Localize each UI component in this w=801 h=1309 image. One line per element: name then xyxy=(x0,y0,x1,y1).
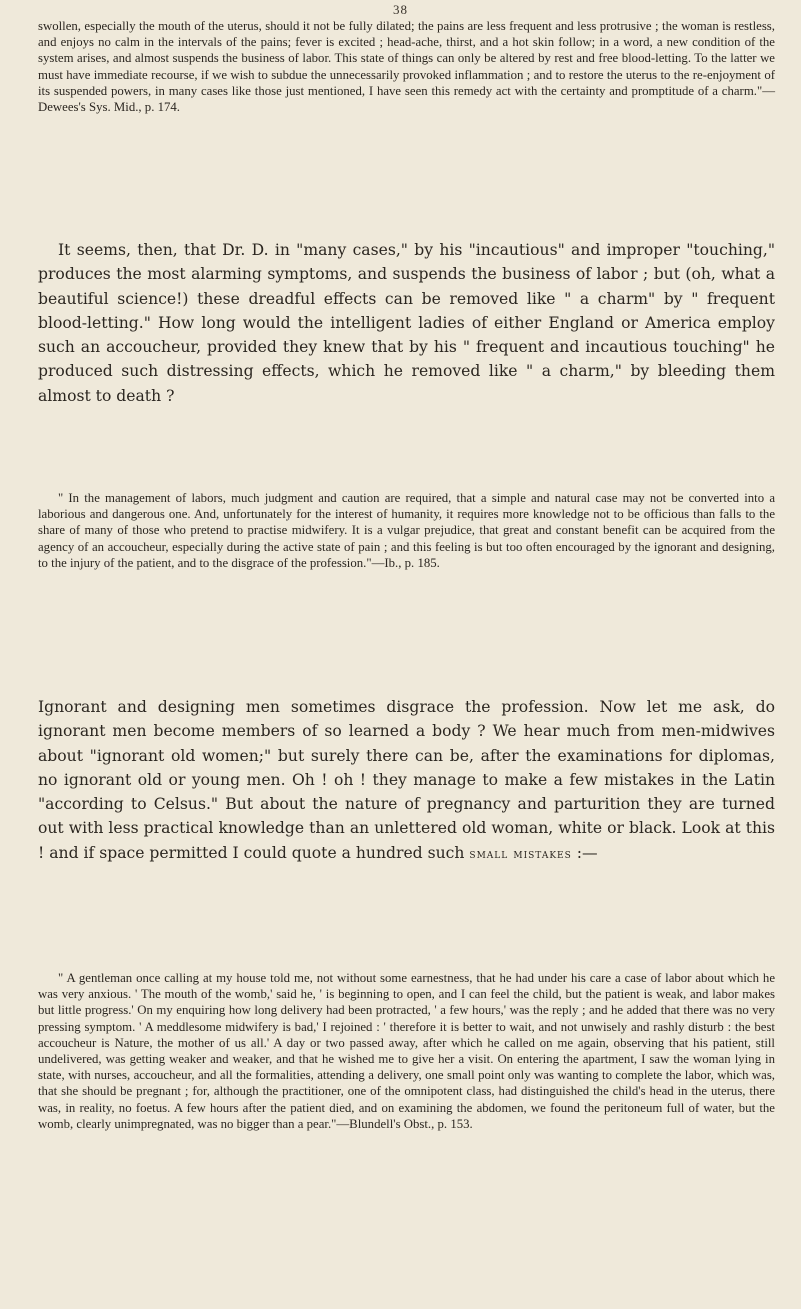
small-mistakes-label: small mistakes xyxy=(469,846,572,862)
quote-blundell: " A gentleman once calling at my house told me, not without some earnestness, that he had under his care a case of labor about which he was very anxious. ' The mouth of the womb,' said he, ' is beginning to open, and I can feel the child, but the patient is weak, and labor makes but little progress.' On my enquiring how long delivery had been protracted, ' a few hours,' was the reply ; and he added that there was no very pressing symptom. ' A meddlesome midwifery is bad,' I rejoined : ' therefore it is better to wait, and not unwisely and rashly disturb : the best accoucheur is Nature, the mother of us all.' A day or two passed away, after which he called on me again, observing that his patient, still undelivered, was getting weaker and weaker, and that he wished me to give her a visit. On entering the apartment, I saw the woman lying in state, with nurses, accoucheur, and all the formalities, attending a delivery, one small point only was wanting to complete the labor, which was, that she should be pregnant ; for, although the practitioner, one of the omnipotent class, had distinguished the child's head in the uterus, there was, in reality, no foetus. A few hours after the patient died, and on examining the abdomen, we found the peritoneum full of water, but the womb, clearly unimpregnated, was no bigger than a pear."—Blundell's Obst., p. 153. xyxy=(38,971,775,1131)
quote-dewees-174: swollen, especially the mouth of the uterus, should it not be fully dilated; the pains are less frequent and less protrusive ; the woman is restless, and enjoys no calm in the intervals of the pains; fever is excited ; head-ache, thirst, and a hot skin follow; in a word, a new condition of the system arises, and almost suspends the business of labor. This state of things can only be altered by rest and free blood-letting. To the latter we must have immediate recourse, if we wish to subdue the unnecessarily provoked inflammation ; and to restore the uterus to the re-enjoyment of its suspended powers, in many cases like those just mentioned, I have seen this remedy act with the certainty and promptitude of a charm."—Dewees's Sys. Mid., p. 174. xyxy=(38,19,775,115)
paragraph-ignorant-men-tail: :— xyxy=(571,843,598,862)
paragraph-ignorant-men xyxy=(38,695,775,867)
page-number: 38 xyxy=(393,2,408,17)
paragraph-incautious-touching: It seems, then, that Dr. D. in "many cases," by his "incautious" and improper "touching," produces the most alarming symptoms, and suspends the business of labor ; but (oh, what a beautiful science!) these dreadful effects can be removed like " a charm" by " frequent blood-letting." How long would the intelligent ladies of either England or America employ such an accoucheur, provided they knew that by his " frequent and incautious touching" he produced such distressing effects, which he removed like " a charm," by bleeding them almost to death ? xyxy=(38,241,775,405)
quote-dewees-185: " In the management of labors, much judgment and caution are required, that a simple and natural case may not be converted into a laborious and dangerous one. And, unfortunately for the interest of humanity, it requires more knowledge not to be officious than falls to the share of many of those who pretend to practise midwifery. It is a vulgar prejudice, that great and constant benefit can be acquired from the agency of an accoucheur, especially during the active state of pain ; and this feeling is but too often encouraged by the ignorant and designing, to the injury of the patient, and to the disgrace of the profession."—Ib., p. 185. xyxy=(38,491,775,570)
paragraph-ignorant-men-text: Ignorant and designing men sometimes disgrace the profession. Now let me ask, do ignorant men become members of so learned a body ? We hear much from men-midwives about "ignorant old women;" but surely there can be, after the examinations for diplomas, no ignorant old or young men. Oh ! oh ! they manage to make a few mistakes in the Latin "according to Celsus." But about the nature of pregnancy and parturition they are turned out with less practical knowledge than an unlettered old woman, white or black. Look at this ! and if space permitted I could quote a hundred such xyxy=(38,698,775,862)
